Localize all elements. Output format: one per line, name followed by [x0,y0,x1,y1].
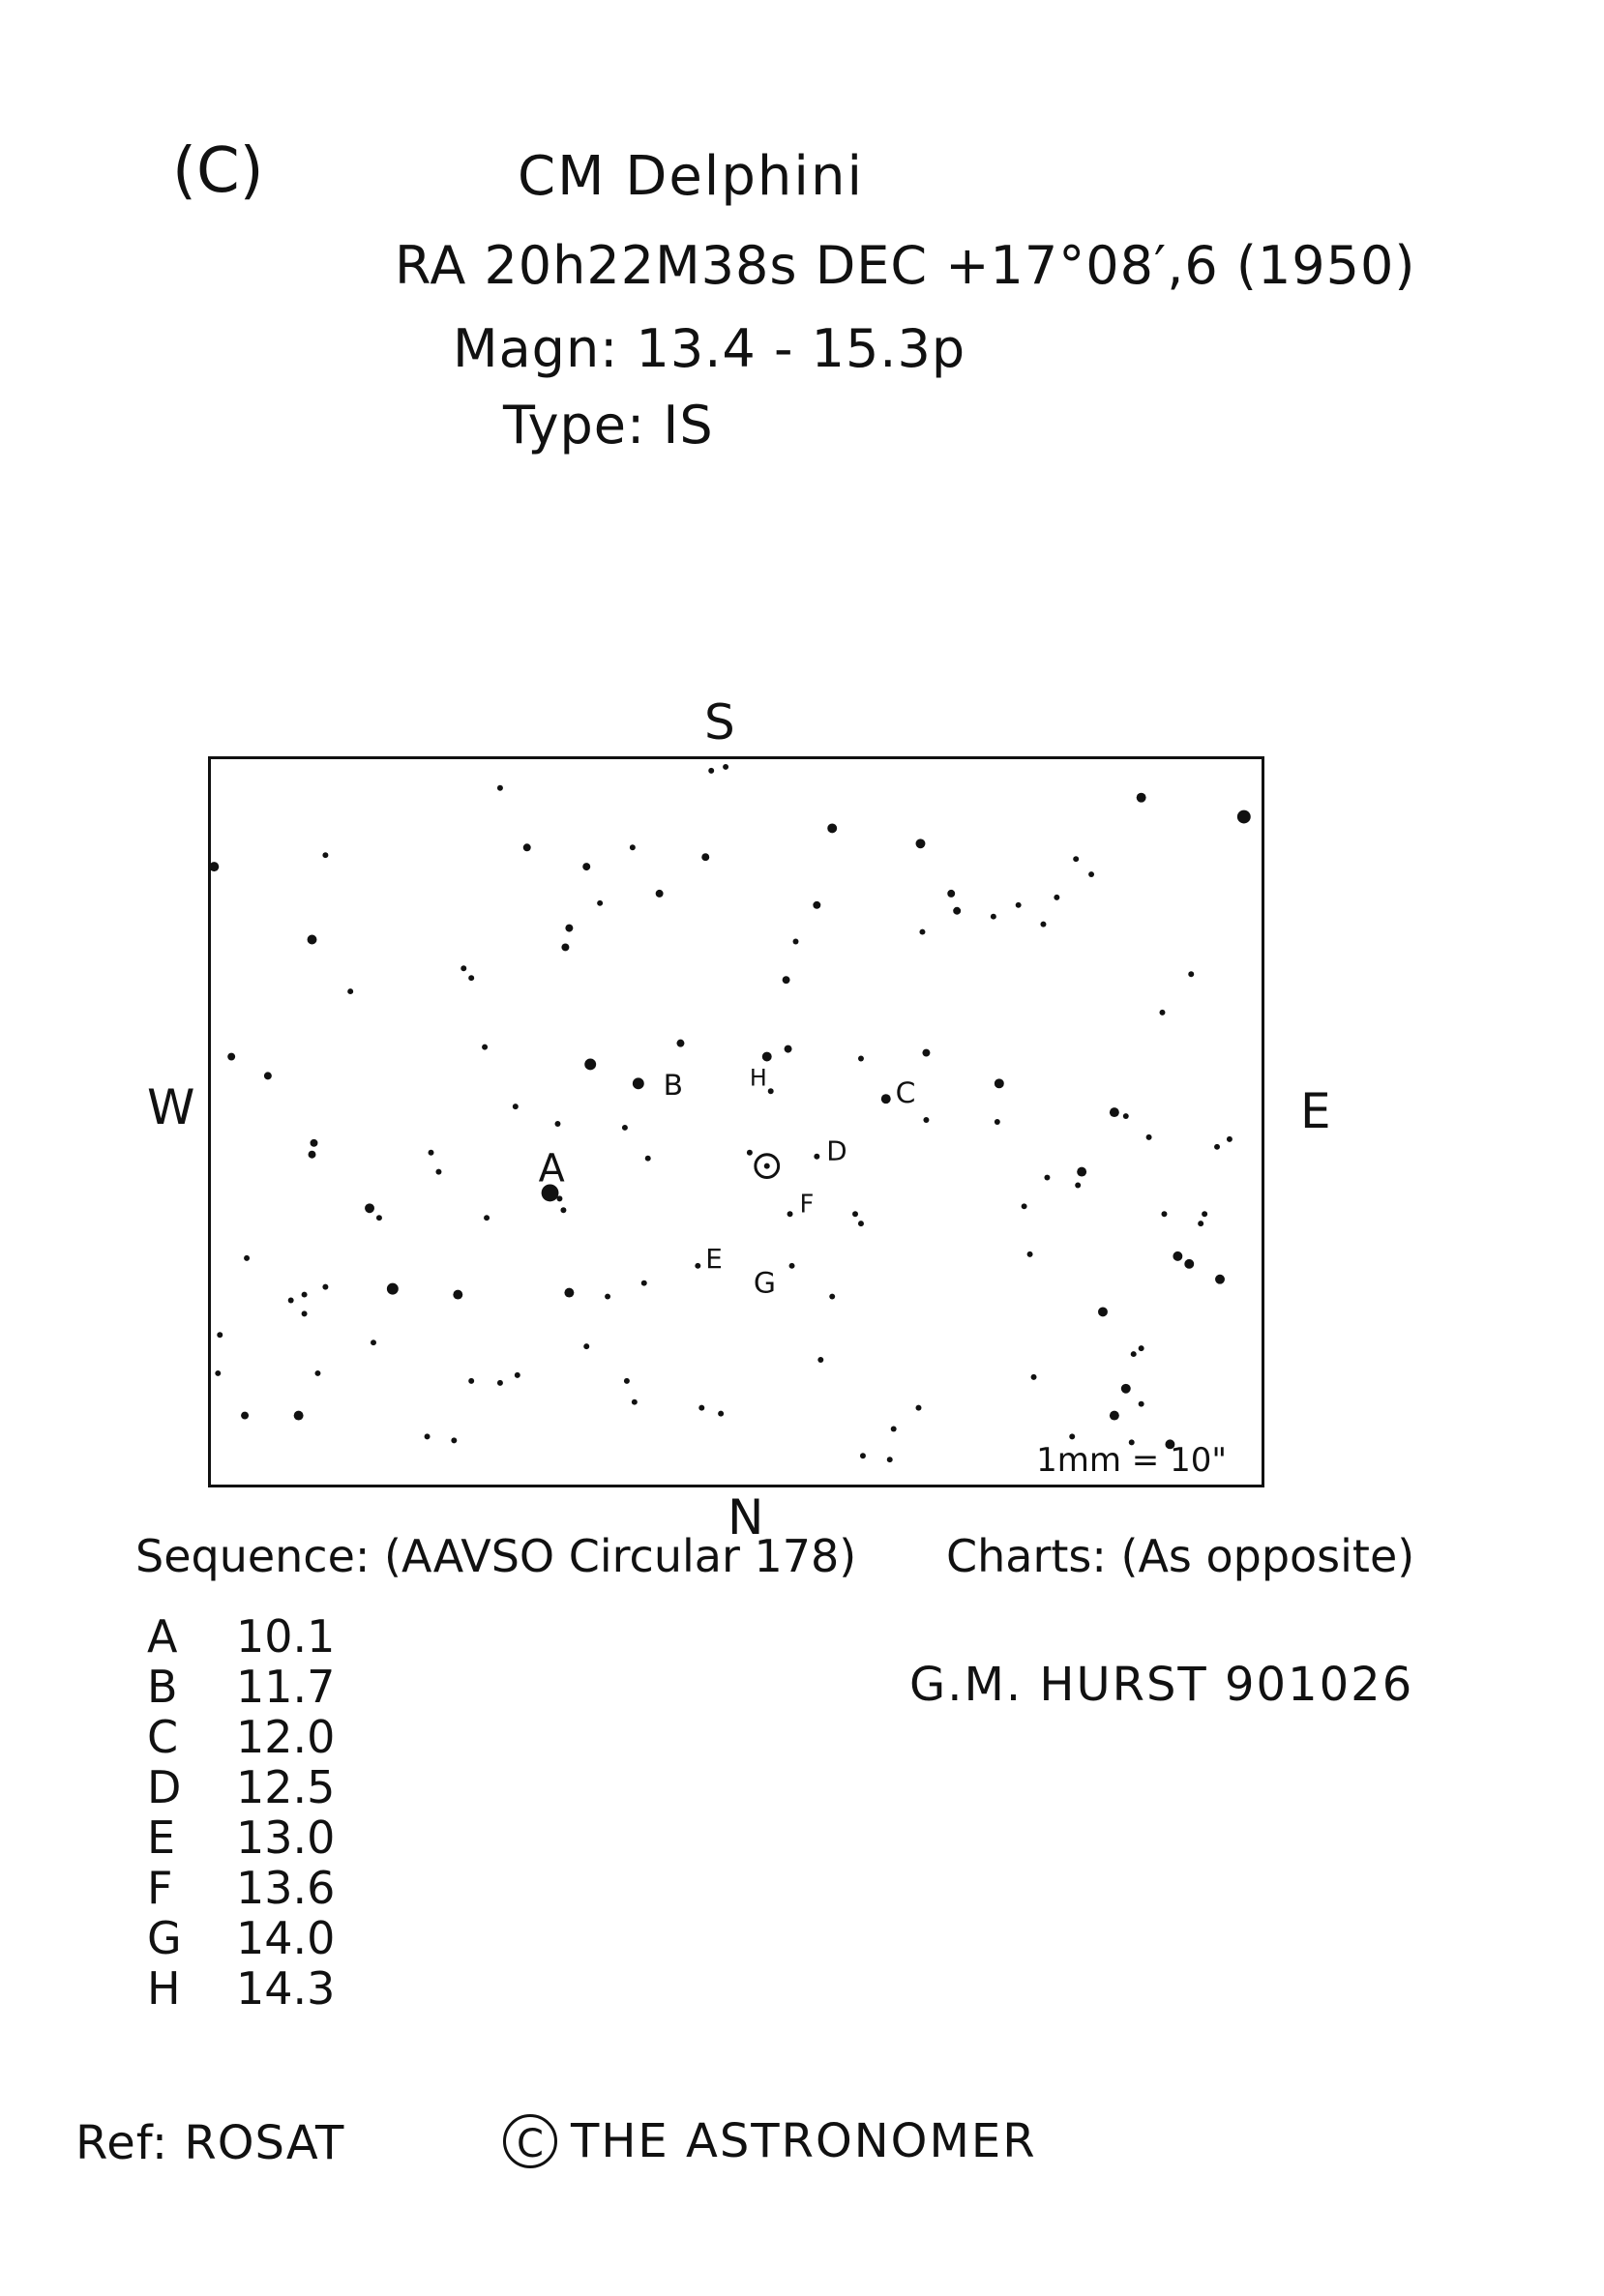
sequence-mag: 11.7 [236,1661,336,1713]
comparison-star-dot [814,1154,819,1160]
star-dot [1054,895,1059,900]
reference: Ref: ROSAT [75,2116,345,2170]
sequence-star: B [147,1661,178,1713]
star-dot [1121,1384,1131,1394]
star-dot [1131,1351,1137,1357]
star-dot [215,1370,221,1376]
star-dot [309,1151,316,1159]
star-dot [708,768,714,774]
sequence-heading: Sequence: (AAVSO Circular 178) [135,1530,857,1582]
star-dot [302,1310,308,1316]
label-c: C [895,1076,916,1111]
star-dot [209,862,219,871]
star-dot [916,839,926,848]
label-f: F [799,1190,815,1220]
star-dot [922,1049,930,1057]
star-dot [1016,902,1022,908]
star-dot [1188,971,1194,977]
sequence-star: C [147,1711,179,1763]
star-dot [523,843,531,851]
chart-scale: 1mm = 10" [1036,1441,1227,1480]
star-dot [1237,810,1251,824]
star-dot [314,1370,320,1376]
star-dot [995,1119,1000,1125]
star-dot [827,823,837,833]
star-dot [947,890,955,898]
star-dot [1031,1374,1037,1380]
star-dot [1098,1307,1108,1316]
variable-type: Type: IS [503,395,714,456]
star-dot [460,965,466,971]
star-dot [953,907,961,915]
star-dot [555,1121,561,1127]
star-dot [919,929,925,935]
star-dot [1139,1345,1144,1351]
star-dot [891,1426,897,1431]
star-dot [762,1052,772,1062]
star-dot [1040,922,1046,927]
star-dot [916,1405,922,1411]
star-dot [288,1298,294,1304]
star-dot [244,1255,250,1261]
comparison-star-dot [768,1088,774,1094]
star-dot [829,1294,835,1300]
comparison-star-dot [633,1077,644,1089]
star-dot [365,1203,374,1213]
star-dot [783,976,790,984]
star-dot [482,1045,488,1050]
star-dot [887,1457,893,1462]
star-dot [1161,1211,1167,1217]
label-b: B [663,1069,684,1104]
star-dot [311,1139,318,1147]
star-dot [605,1294,610,1300]
star-dot [564,1288,574,1298]
star-dot [322,852,328,858]
star-dot [1022,1203,1027,1209]
star-dot [1146,1134,1152,1140]
star-dot [425,1433,431,1439]
copyright-text: THE ASTRONOMER [571,2114,1037,2168]
star-dot [622,1125,628,1131]
star-dot [584,1059,596,1071]
star-dot [632,1399,638,1405]
star-dot [995,1078,1004,1088]
star-dot [1198,1221,1203,1226]
star-field [211,759,1262,1485]
star-dot [497,1380,503,1386]
star-dot [701,853,709,861]
star-dot [1110,1411,1119,1421]
star-dot [484,1215,490,1221]
comparison-star-dot [789,1263,795,1269]
direction-east: E [1300,1083,1331,1139]
sequence-star: G [147,1912,182,1964]
star-dots [209,764,1250,1462]
star-dot [322,1284,328,1290]
star-dot [582,863,590,870]
star-dot [923,1117,929,1123]
star-dot [561,943,569,951]
star-dot [227,1053,235,1061]
star-dot [1173,1251,1182,1261]
author-credit: G.M. HURST 901026 [909,1658,1414,1712]
star-dot [1139,1401,1144,1407]
direction-west: W [147,1079,195,1135]
star-dot [1123,1113,1129,1119]
star-dot [597,900,603,906]
label-g: G [753,1266,776,1301]
direction-south: S [704,694,735,751]
star-dot [565,925,573,932]
star-dot [698,1405,704,1411]
star-dot [785,1045,792,1053]
star-dot [1202,1211,1207,1217]
star-dot [387,1283,399,1295]
star-dot [852,1211,858,1217]
star-dot [513,1104,519,1109]
star-dot [294,1411,304,1421]
comparison-star-dot [787,1211,793,1217]
star-dot [468,1378,474,1384]
sequence-star: E [147,1811,176,1864]
comparison-star-dot [881,1094,891,1104]
sequence-mag: 13.0 [236,1811,336,1864]
star-dot [1227,1136,1233,1142]
star-dot [723,764,728,770]
star-dot [376,1215,382,1221]
star-dot [718,1411,724,1417]
sequence-mag: 12.5 [236,1761,336,1813]
direction-north: N [728,1489,764,1545]
star-dot [1215,1275,1225,1284]
star-dot [645,1156,651,1162]
star-dot [515,1372,520,1378]
star-dot [347,988,353,994]
star-dot [656,890,664,898]
comparison-star-dot [695,1263,700,1269]
star-dot [583,1343,589,1349]
copyright [503,2114,1037,2168]
star-field-chart [208,756,1264,1487]
star-dot [308,935,317,945]
star-dot [641,1280,647,1286]
star-dot [1214,1144,1220,1150]
coordinates: RA 20h22M38s DEC +17°08′,6 (1950) [395,235,1416,296]
star-dot [302,1292,308,1298]
star-dot [241,1412,249,1420]
star-dot [676,1040,684,1047]
label-d: D [826,1134,847,1167]
star-dot [1069,1433,1075,1439]
star-dot [860,1453,866,1458]
star-dot [1044,1175,1050,1181]
sequence-mag: 10.1 [236,1610,336,1663]
star-dot [1077,1167,1086,1177]
star-dot [264,1072,272,1079]
star-dot [1027,1251,1033,1257]
charts-note: Charts: (As opposite) [946,1530,1415,1582]
star-dot [817,1357,823,1363]
chart-label: (C) [172,135,264,207]
star-dot [624,1378,630,1384]
label-a: A [538,1146,565,1192]
star-dot [371,1339,376,1345]
star-dot [1075,1183,1081,1189]
label-h: H [749,1064,767,1092]
star-dot [991,914,996,920]
star-dot [468,975,474,981]
star-dot [793,939,799,945]
star-dot [747,1150,753,1156]
star-dot [497,785,503,791]
sequence-mag: 14.0 [236,1912,336,1964]
label-e: E [705,1242,723,1275]
star-dot [858,1221,864,1226]
star-dot [1110,1107,1119,1117]
star-dot [429,1150,434,1156]
star-dot [1073,856,1079,862]
sequence-mag: 13.6 [236,1862,336,1914]
star-dot [453,1290,462,1300]
sequence-star: H [147,1962,181,2015]
star-dot [858,1056,864,1062]
star-dot [1088,871,1094,877]
star-dot [813,901,820,909]
sequence-star: A [147,1610,178,1663]
sequence-mag: 14.3 [236,1962,336,2015]
star-dot [560,1207,566,1213]
star-dot [630,844,636,850]
star-dot [1137,793,1146,803]
magnitude-range: Magn: 13.4 - 15.3p [453,318,966,379]
star-dot [1160,1010,1166,1016]
sequence-star: D [147,1761,182,1813]
star-dot [435,1169,441,1175]
sequence-star: F [147,1862,173,1914]
star-dot [1184,1259,1194,1269]
star-name: CM Delphini [518,145,864,208]
copyright-icon: C [503,2114,557,2168]
sequence-mag: 12.0 [236,1711,336,1763]
star-dot [217,1332,223,1338]
variable-marker [756,1155,779,1178]
star-dot [451,1437,457,1443]
